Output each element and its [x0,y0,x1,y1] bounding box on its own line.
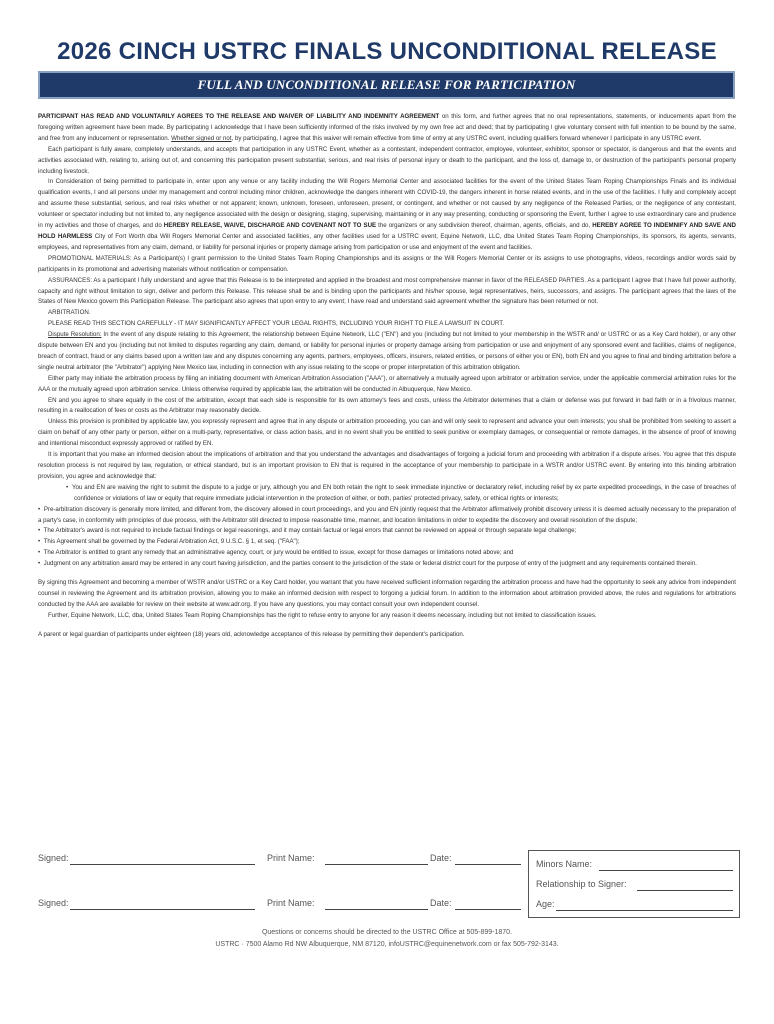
bullet-item [38,505,736,527]
age-label: Age: [536,899,555,909]
minors-name-label: Minors Name: [536,859,593,869]
relationship-label: Relationship to Signer: [536,879,627,889]
bullet-text: The Arbitrator is entitled to grant any remedy that an administrative agency, court, or jury would be entitled to issue, except for those damages or limitations noted above; and [43,549,514,557]
paragraph-refuse-entry: Further, Equine Network, LLC, dba, United States Team Roping Championships has the right to refuse entry to anyone for any reason it deems necessary, including but not limited to classification issues. [48,611,597,619]
paragraph-dispute-resolution [38,330,736,374]
indemnify-bold: HEREBY AGREE TO INDEMNIFY AND SAVE AND HOLD HARMLESS [38,222,736,240]
paragraph-representation: Unless this provision is prohibited by applicable law, you expressly represent and agree that in any dispute or arbitration proceeding, you can and will only seek to represent and advance your own interests; you shall be prohibited from seeking to assert a claim on behalf of any other party or person, either on a multi-party, representative, or class action basis, and in no event shall you be entitled to seek punitive or exemplary damages, or consequential or remote damages, in the absence of proof of knowing and intentional misconduct expressly approved or ratified by EN. [38,418,736,448]
relationship-field[interactable] [637,890,733,891]
paragraph-initiate: Either party may initiate the arbitration process by filing an initiating document with American Arbitration Association ("AAA"), or alternatively a mutually agreed upon arbitrator or arbitration service, under the applicable commercial arbitration rules for the AAA or the mutually agreed upon arbitration service. Unless otherwise required by applicable law, the arbitration will be conducted in Albuquerque, New Mexico. [38,374,736,393]
document-title: 2026 CINCH USTRC FINALS UNCONDITIONAL RELEASE [57,38,717,65]
sub-bullet-waiving-jury [38,483,736,505]
bullet-text: Judgment on any arbitration award may be entered in any court having jurisdiction, and the parties consent to the jurisdiction of the state or federal district court for the purpose of entry of the judgment and any requirements contained therein. [43,560,697,568]
paragraph-promotional: PROMOTIONAL MATERIALS: As a Participant(s) I grant permission to the United States Team Roping Championships and its assigns or the Will Rogers Memorial Center or its assigns to use photographs, videos, recordings and/or words said by participants in its promotional and advertising materials without notification or compensation. [38,254,736,273]
arbitration-warning: PLEASE READ THIS SECTION CAREFULLY - IT MAY SIGNIFICANTLY AFFECT YOUR LEGAL RIGHTS, INCLUDING YOUR RIGHT TO FILE A LAWSUIT IN COURT. [48,320,504,328]
release-body [38,112,736,641]
bullet-text: Pre-arbitration discovery is generally more limited, and different from, the discovery allowed in court proceedings, and you and EN jointly request that the Arbitrator affirmatively prohibit discovery unless it is deemed actually necessary to the preparation of a party's case, in conformity with principles of due process, with the Arbitrator still directed to impose reasonable time, manner, and location limitations in order to expedite the discovery and overall resolution of the dispute; [38,505,737,524]
paragraph-assurances: ASSURANCES: As a participant I fully understand and agree that this Release is to be interpreted and applied in the broadest and most comprehensive manner in favor of the RELEASED PARTIES. As a participant I agree that I have full power authority, capacity and right without limitation to sign, deliver and perform this Release. This release shall be and is binding upon the participants and his/her spouse, legal representatives, heirs, successors, and assigns. The participant agrees that the laws of the States of New Mexico govern this Participation Release. The participant also agrees that upon entry to any event; I have read and understand said agreement whether the signature has been returned or not. [38,276,736,306]
paragraph-risk: Each participant is fully aware, completely understands, and accepts that participation in any USTRC Event, whether as a contestant, independent contractor, employee, volunteer, exhibitor, sponsor or spectator, is dangerous and that the events and activities associated with, relating to, arising out of, and concerning this participation present substantial, serious, and real risks of personal injury or death to the participant, and the loss of, damage to, or destruction of the participant's personal property including livestock. [38,145,736,175]
paragraph-informed-decision: It is important that you make an informed decision about the implications of arbitration and that you understand the advantages and disadvantages of forgoing a judicial forum and proceeding with arbitration if a dispute arises. You agree that this dispute resolution process is not required by law, regulation, or ethical standard, but is an important provision to EN that is required in the acceptance of your membership to participate in a WSTR and/or USTRC event. By entering into this binding arbitration provision, you agree and acknowledge that: [38,451,736,480]
footer-contact: Questions or concerns should be directed to the USTRC Office at 505-899-1870. [261,929,513,936]
dispute-resolution-underline: Dispute Resolution: [48,331,102,339]
print-name-label-1: Print Name: [267,853,315,863]
dispute-resolution-text: In the event of any dispute relating to this Agreement, the relationship between Equine Network, LLC ("EN") and you (including but not limited to your membership in the WSTR and/ or USTRC or as a Key Card holder), or any other dispute between EN and you (including but not limited to disputes regarding any claim, demand, or liability for personal injuries or property damage arising from participation or use and enjoyment of any sponsored event and facilities, claims of negligence, breach of contract, fraud or any claims based upon a written law and any disputes concerning any agents, partners, employees, officers, insurers, related entities, or persons of either you or EN), both EN and you agree to final and binding arbitration before a single neutral arbitrator (the "Arbitrator") applying New Mexico law, including in connection with any issue relating to the scope or proper interpretation of this arbitration obligation. [38,331,737,371]
minors-info-box [528,850,740,918]
age-field[interactable] [556,910,733,911]
paragraph-guardian: A parent or legal guardian of participants under eighteen (18) years old, acknowledge acceptance of this release by permitting their dependent's participation. [38,630,465,638]
bullet-dot: • [38,560,44,568]
participant-agreement-text: on this form, and further agrees that no oral representations, statements, or inducements apart from the foregoing written agreement have been made. By participating I acknowledge that I have been sufficiently informed of the risks involved by my own free act and deed; that by participating I give voluntary consent with full intention to be bound by the same, and free from any inducement or representation. [38,113,736,142]
print-name-label-2: Print Name: [267,898,315,908]
bullet-text: This Agreement shall be governed by the Federal Arbitration Act, 9 U.S.C. § 1, et seq. ("FAA"); [43,538,300,546]
subtitle-banner: FULL AND UNCONDITIONAL RELEASE FOR PARTICIPATION [38,71,735,99]
bullet-text: The Arbitrator's award is not required to include factual findings or legal reasonings, and it may contain factual or legal errors that cannot be reviewed on appeal or through separate legal challenge; [43,527,577,535]
consideration-text-2: the organizers or any subdivision thereof, chairman, agents, officials, and do, [376,222,591,230]
participant-agreement-text-end: , by participating, I agree that this waiver will remain effective from time of entry at any USTRC event, including qualifiers forward whenever I participate in any USTRC event. [231,134,702,142]
print-name-field-2[interactable] [325,909,428,910]
date-label-1: Date: [430,853,452,863]
paragraph-consideration [38,177,736,253]
print-name-field-1[interactable] [325,864,428,865]
consideration-text-3: City of Fort Worth dba Will Rogers Memorial Center and associated facilities, any other facilities used for a USTRC event, Equine Network, LLC, dba United States Team Roping Championships, its sponsors, its agents, servants, employees, and representatives from any claim, demand, or liability for personal injuries or property damage arising from participation or use and enjoyment of the event and facilities. [38,232,736,251]
bullet-item [38,526,736,537]
date-field-1[interactable] [455,864,521,865]
footer-address: USTRC · 7500 Alamo Rd NW Albuquerque, NM 87120, infoUSTRC@equinenetwork.com or fax 505-792-3143. [215,941,559,948]
paragraph-warranty: By signing this Agreement and becoming a member of WSTR and/or USTRC or a Key Card holder, you warrant that you have received sufficient information regarding the arbitration process and have had the opportunity to seek any advice from independent counsel in reviewing the Agreement and its arbitration provision, allowing you to make an informed decision with respect to forgoing a judicial forum. In addition to the information about arbitration provided above, the rules and regulations for arbitrations conducted by the AAA are available for review on their website at www.adr.org. If you have any questions, you may contact consult your own independent counsel. [38,579,736,608]
release-waive-bold: HEREBY RELEASE, WAIVE, DISCHARGE AND COVENANT NOT TO SUE [163,222,377,230]
whether-signed-underline: Whether signed or not [171,134,232,142]
bullet-item [38,548,736,559]
bullet-dot: • [38,505,44,513]
minors-name-field[interactable] [599,870,733,871]
bullet-dot: • [66,483,72,491]
date-field-2[interactable] [455,909,521,910]
bullet-dot: • [38,549,44,557]
signature-field-1[interactable] [70,864,255,865]
sub-bullet-text: You and EN are waiving the right to submit the dispute to a judge or jury, although you and EN both retain the right to seek immediate injunctive or declaratory relief, including relief by ex parte expedited proceedings, in the case of breaches of confidence or violations of law or equity that require immediate judicial intervention in the protection of either, or both, parties' protected privacy, safety, or ethical rights or interests; [71,483,737,502]
bullet-item [38,537,736,548]
participant-agreement-bold: PARTICIPANT HAS READ AND VOLUNTARILY AGREES TO THE RELEASE AND WAIVER OF LIABILITY AND INDEMNITY AGREEMENT [38,113,440,120]
signature-field-2[interactable] [70,909,255,910]
paragraph-cost: EN and you agree to share equally in the cost of the arbitration, except that each side is responsible for its own attorney's fees and costs, unless the Arbitrator determines that a claim or defense was put forward in bad faith or in a frivolous manner, resulting in a reallocation of fees or costs as the Arbitrator may reasonably decide. [38,396,736,415]
bullet-dot: • [38,538,44,546]
consideration-text: In Consideration of being permitted to participate in, enter upon any venue or any facility including the Will Rogers Memorial Center and associated facilities for the event of the United States Team Roping Championships Finals and its individual qualification events, I and all persons under my management and control including minor children, acknowledge the dangers inherent with COVID-19, the dangers inherent in horse related events, and in the use of the facilities. I fully and completely accept and assume these substantial, serious, and real risks whether or not apparent; known, unknown, foreseen, unforeseen, present, or contingent, and whether or not caused by any negligence of the Released Parties, or the negligence of any contestant, volunteer or spectator including but not limited to, any negligence associated with the design or designing, staging, supervising, maintaining or in any way presenting, conducting or sponsoring the Event, further I agree to use extraordinary care and prudence in my activities and those of charges, and do [38,178,736,230]
signed-label-2: Signed: [38,898,69,908]
bullet-dot: • [38,527,44,535]
arbitration-heading: ARBITRATION. [48,309,91,317]
date-label-2: Date: [430,898,452,908]
signed-label-1: Signed: [38,853,69,863]
paragraph-participant-agreement [38,112,736,145]
bullet-item [38,559,736,570]
